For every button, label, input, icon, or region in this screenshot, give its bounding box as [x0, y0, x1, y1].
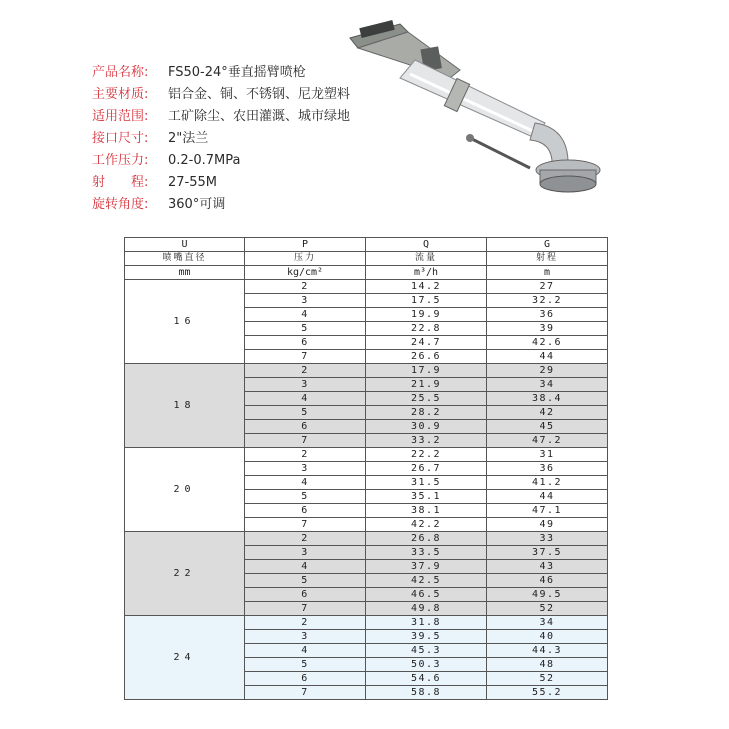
range-cell: 49.5 — [487, 588, 608, 602]
range-cell: 27 — [487, 280, 608, 294]
flow-cell: 17.9 — [366, 364, 487, 378]
flow-cell: 31.8 — [366, 616, 487, 630]
spec-label: 工作压力: — [92, 153, 149, 168]
header-name-nozzle: 喷嘴直径 — [125, 252, 245, 266]
flow-cell: 24.7 — [366, 336, 487, 350]
spec-value: FS50-24°垂直摇臂喷枪 — [168, 65, 306, 80]
header-letter-g: G — [487, 238, 608, 252]
pressure-cell: 2 — [245, 532, 366, 546]
range-cell: 41.2 — [487, 476, 608, 490]
spec-row — [92, 172, 350, 194]
flow-cell: 25.5 — [366, 392, 487, 406]
range-cell: 44 — [487, 350, 608, 364]
pressure-cell: 6 — [245, 336, 366, 350]
spec-label: 接口尺寸: — [92, 131, 149, 146]
range-cell: 43 — [487, 560, 608, 574]
pressure-cell: 7 — [245, 602, 366, 616]
flow-cell: 28.2 — [366, 406, 487, 420]
range-cell: 45 — [487, 420, 608, 434]
header-name-pressure: 压力 — [245, 252, 366, 266]
range-cell: 47.1 — [487, 504, 608, 518]
performance-table — [124, 237, 608, 700]
table-body — [125, 280, 608, 700]
pressure-cell: 2 — [245, 280, 366, 294]
range-cell: 36 — [487, 462, 608, 476]
range-cell: 42 — [487, 406, 608, 420]
spec-value: 铝合金、铜、不锈钢、尼龙塑料 — [168, 87, 351, 102]
flow-cell: 33.5 — [366, 546, 487, 560]
header-letter-p: P — [245, 238, 366, 252]
range-cell: 48 — [487, 658, 608, 672]
flow-cell: 26.8 — [366, 532, 487, 546]
header-unit-row — [125, 266, 608, 280]
pressure-cell: 6 — [245, 420, 366, 434]
range-cell: 38.4 — [487, 392, 608, 406]
header-unit-pressure: kg/cm² — [245, 266, 366, 280]
range-cell: 42.6 — [487, 336, 608, 350]
flow-cell: 19.9 — [366, 308, 487, 322]
flow-cell: 42.2 — [366, 518, 487, 532]
pressure-cell: 6 — [245, 588, 366, 602]
pressure-cell: 4 — [245, 560, 366, 574]
pressure-cell: 7 — [245, 434, 366, 448]
spec-label: 适用范围: — [92, 109, 149, 124]
pressure-cell: 4 — [245, 476, 366, 490]
range-cell: 29 — [487, 364, 608, 378]
range-cell: 32.2 — [487, 294, 608, 308]
flow-cell: 33.2 — [366, 434, 487, 448]
flow-cell: 17.5 — [366, 294, 487, 308]
pressure-cell: 4 — [245, 308, 366, 322]
flow-cell: 45.3 — [366, 644, 487, 658]
spec-value: 0.2-0.7MPa — [168, 153, 241, 168]
flow-cell: 42.5 — [366, 574, 487, 588]
flow-cell: 46.5 — [366, 588, 487, 602]
range-cell: 40 — [487, 630, 608, 644]
flow-cell: 26.6 — [366, 350, 487, 364]
range-cell: 33 — [487, 532, 608, 546]
pressure-cell: 3 — [245, 546, 366, 560]
spec-row — [92, 62, 350, 84]
flow-cell: 50.3 — [366, 658, 487, 672]
range-cell: 49 — [487, 518, 608, 532]
spray-gun-image — [330, 18, 630, 198]
pressure-cell: 7 — [245, 350, 366, 364]
range-cell: 44.3 — [487, 644, 608, 658]
nozzle-diameter-cell: 16 — [125, 280, 245, 364]
spec-row — [92, 194, 350, 216]
flow-cell: 39.5 — [366, 630, 487, 644]
header-name-range: 射程 — [487, 252, 608, 266]
spec-label: 旋转角度: — [92, 197, 149, 212]
table-row — [125, 280, 608, 294]
flow-cell: 30.9 — [366, 420, 487, 434]
pressure-cell: 3 — [245, 378, 366, 392]
spec-value: 工矿除尘、农田灌溉、城市绿地 — [168, 109, 351, 124]
range-cell: 39 — [487, 322, 608, 336]
pressure-cell: 2 — [245, 616, 366, 630]
pressure-cell: 6 — [245, 504, 366, 518]
spec-row — [92, 150, 350, 172]
table-row — [125, 364, 608, 378]
header-name-row — [125, 252, 608, 266]
table-row — [125, 532, 608, 546]
range-cell: 55.2 — [487, 686, 608, 700]
flow-cell: 54.6 — [366, 672, 487, 686]
spec-row — [92, 84, 350, 106]
pressure-cell: 5 — [245, 490, 366, 504]
range-cell: 34 — [487, 378, 608, 392]
flow-cell: 38.1 — [366, 504, 487, 518]
pressure-cell: 3 — [245, 294, 366, 308]
table-row — [125, 616, 608, 630]
nozzle-diameter-cell: 20 — [125, 448, 245, 532]
spec-row — [92, 106, 350, 128]
range-cell: 52 — [487, 672, 608, 686]
pressure-cell: 4 — [245, 392, 366, 406]
flow-cell: 22.8 — [366, 322, 487, 336]
pressure-cell: 7 — [245, 686, 366, 700]
spec-label: 主要材质: — [92, 87, 149, 102]
nozzle-diameter-cell: 24 — [125, 616, 245, 700]
flow-cell: 21.9 — [366, 378, 487, 392]
range-cell: 37.5 — [487, 546, 608, 560]
pressure-cell: 5 — [245, 322, 366, 336]
range-cell: 47.2 — [487, 434, 608, 448]
flow-cell: 14.2 — [366, 280, 487, 294]
range-cell: 52 — [487, 602, 608, 616]
spec-value: 360°可调 — [168, 197, 226, 212]
flow-cell: 35.1 — [366, 490, 487, 504]
range-cell: 36 — [487, 308, 608, 322]
range-cell: 44 — [487, 490, 608, 504]
flow-cell: 58.8 — [366, 686, 487, 700]
spec-row — [92, 128, 350, 150]
pressure-cell: 5 — [245, 574, 366, 588]
table-row — [125, 448, 608, 462]
pressure-cell: 5 — [245, 406, 366, 420]
nozzle-diameter-cell: 18 — [125, 364, 245, 448]
pressure-cell: 4 — [245, 644, 366, 658]
nozzle-diameter-cell: 22 — [125, 532, 245, 616]
spec-label: 产品名称: — [92, 65, 149, 80]
pressure-cell: 7 — [245, 518, 366, 532]
header-letter-row — [125, 238, 608, 252]
pressure-cell: 6 — [245, 672, 366, 686]
header-unit-nozzle: mm — [125, 266, 245, 280]
header-unit-flow: m³/h — [366, 266, 487, 280]
pressure-cell: 3 — [245, 462, 366, 476]
flow-cell: 31.5 — [366, 476, 487, 490]
pressure-cell: 2 — [245, 448, 366, 462]
range-cell: 46 — [487, 574, 608, 588]
spec-label: 射 程: — [92, 175, 149, 190]
flow-cell: 26.7 — [366, 462, 487, 476]
range-cell: 31 — [487, 448, 608, 462]
header-letter-u: U — [125, 238, 245, 252]
header-unit-range: m — [487, 266, 608, 280]
flow-cell: 37.9 — [366, 560, 487, 574]
header-name-flow: 流量 — [366, 252, 487, 266]
spec-list — [92, 62, 350, 216]
spec-value: 27-55M — [168, 175, 217, 190]
flow-cell: 22.2 — [366, 448, 487, 462]
pressure-cell: 3 — [245, 630, 366, 644]
pressure-cell: 2 — [245, 364, 366, 378]
flow-cell: 49.8 — [366, 602, 487, 616]
range-cell: 34 — [487, 616, 608, 630]
pressure-cell: 5 — [245, 658, 366, 672]
spec-value: 2"法兰 — [168, 131, 209, 146]
header-letter-q: Q — [366, 238, 487, 252]
